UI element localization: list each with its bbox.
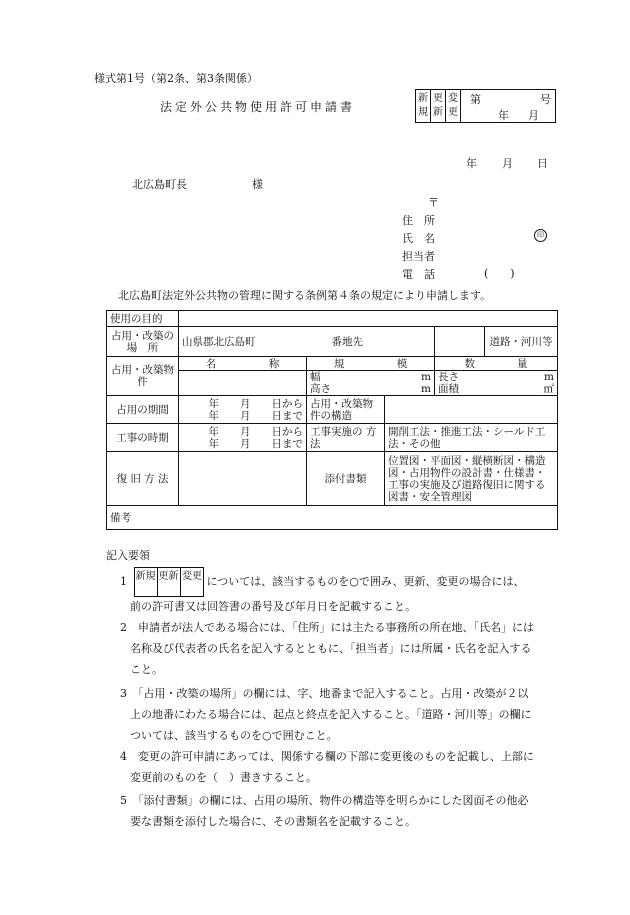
note-1 <box>120 567 576 597</box>
header-name: 名 称 <box>179 357 307 371</box>
addressee-honorific: 様 <box>252 178 263 191</box>
document-title: 法定外公共物使用許可申請書 <box>160 100 356 114</box>
address-label: 住 所 <box>402 214 435 227</box>
object-spec-field[interactable] <box>307 371 435 396</box>
height-unit: m <box>421 383 431 395</box>
form-number: 様式第1号（第2条、第3条関係） <box>94 72 258 85</box>
note-5-a: 5 「添付書類」の欄には、占用の場所、物件の構造等を明らかにした図面その他必 <box>120 794 529 807</box>
attach-label: 添付書類 <box>307 452 385 506</box>
contact-label: 担当者 <box>402 250 435 263</box>
addressee-name: 北広島町長 <box>132 178 187 191</box>
place-label: 占用・改築の 場 所 <box>107 327 179 357</box>
phone-paren: ( ) <box>484 267 515 280</box>
length-label: 長さ <box>438 371 459 383</box>
note-5-b: 要な書類を添付した場合に、その書類名を記載すること。 <box>130 815 416 828</box>
note-1-text-b: 前の許可書又は回答書の番号及び年月日を記載すること。 <box>130 600 416 613</box>
object-label: 占用・改築物 件 <box>107 357 179 396</box>
method-label: 工事実施の 方 法 <box>307 424 385 452</box>
object-qty-field[interactable] <box>435 371 558 396</box>
note-1-number: 1 <box>120 575 127 588</box>
note-box-renew: 更新 <box>158 568 181 596</box>
restore-label: 復 旧 方 法 <box>107 452 179 506</box>
width-unit: m <box>421 371 431 383</box>
note-1-status-box <box>134 567 204 597</box>
note-3-c: ついては、該当するものを○で囲むこと。 <box>130 729 338 742</box>
note-2-a: 2 申請者が法人である場合には、「住所」には主たる事務所の所在地、「氏名」には <box>120 621 534 634</box>
period-from: 年 月 日から <box>208 397 303 410</box>
note-3-b: 上の地番にわたる場合には、起点と終点を記入すること。「道路・河川等」の欄に <box>130 708 532 721</box>
note-3-a: 3 「占用・改築の場所」の欄には、字、地番まで記入すること。占用・改築が２以 <box>120 687 529 700</box>
period-label: 占用の期間 <box>107 396 179 424</box>
place-pref: 山県郡北広島町 <box>179 327 329 357</box>
notes-heading: 記入要領 <box>106 549 150 562</box>
note-4-b: 変更前のものを（ ）書きすること。 <box>130 771 317 784</box>
note-1-text-a: については、該当するものを○で囲み、更新、変更の場合には、 <box>206 575 525 588</box>
name-label: 氏 名 <box>402 232 435 245</box>
place-lot[interactable]: 番地先 <box>329 327 435 357</box>
road-river-label[interactable]: 道路・河川等 <box>485 327 558 357</box>
postal-mark: 〒 <box>428 196 439 209</box>
width-label: 幅 <box>310 371 321 383</box>
period-field[interactable] <box>179 396 307 424</box>
structure-label: 占用・改築物件の構造 <box>307 396 385 424</box>
phone-label: 電 話 <box>402 268 435 281</box>
note-4-a: 4 変更の許可申請にあっては、関係する欄の下部に変更後のものを記載し、上部に <box>120 750 534 763</box>
restore-field[interactable] <box>179 452 307 506</box>
work-period-label: 工事の時期 <box>107 424 179 452</box>
status-new-renew[interactable]: 新規 <box>416 90 431 122</box>
note-2-b: 名称及び代表者の氏名を記入するとともに、「担当者」には所属・氏名を記入する <box>130 642 532 655</box>
intro-text: 北広島町法定外公共物の管理に関する条例第４条の規定により申請します。 <box>118 289 492 302</box>
header-qty: 数 量 <box>435 357 558 371</box>
height-label: 高さ <box>310 383 331 395</box>
period-to: 年 月 日まで <box>208 409 303 422</box>
purpose-label: 使用の目的 <box>107 311 179 327</box>
note-box-change: 変更 <box>182 571 202 582</box>
date-year: 年 <box>466 157 477 170</box>
status-change[interactable]: 変更 <box>446 90 461 122</box>
attach-text[interactable]: 位置図・平面図・縦横断図・構造図・占用物件の設計書・仕様書・工事の実施及び道路復旧に関する図書・安全管理図 <box>385 452 558 506</box>
place-spacer <box>435 327 485 357</box>
work-from: 年 月 日から <box>208 425 303 438</box>
permit-number-suffix: 号 <box>540 93 551 106</box>
length-unit: m <box>544 371 554 383</box>
purpose-field[interactable] <box>179 311 558 327</box>
permit-year: 年 <box>498 109 509 122</box>
work-period-field[interactable] <box>179 424 307 452</box>
structure-field[interactable] <box>385 396 558 424</box>
area-unit: ㎡ <box>543 383 554 395</box>
seal-icon: 印 <box>534 229 547 242</box>
header-spec: 規 模 <box>307 357 435 371</box>
date-month: 月 <box>502 157 513 170</box>
note-box-new: 新規 <box>135 568 158 596</box>
status-renewal[interactable]: 更新 <box>431 90 446 122</box>
remarks-label[interactable]: 備考 <box>107 506 558 530</box>
method-text[interactable]: 開削工法・推進工法・シールド工法・その他 <box>385 424 558 452</box>
work-to: 年 月 日まで <box>208 437 303 450</box>
area-label: 面積 <box>438 383 459 395</box>
permit-month: 月 <box>528 109 539 122</box>
date-day: 日 <box>537 157 548 170</box>
application-table <box>106 310 558 530</box>
note-2-c: こと。 <box>130 663 163 676</box>
permit-number-label: 第 <box>470 93 481 106</box>
